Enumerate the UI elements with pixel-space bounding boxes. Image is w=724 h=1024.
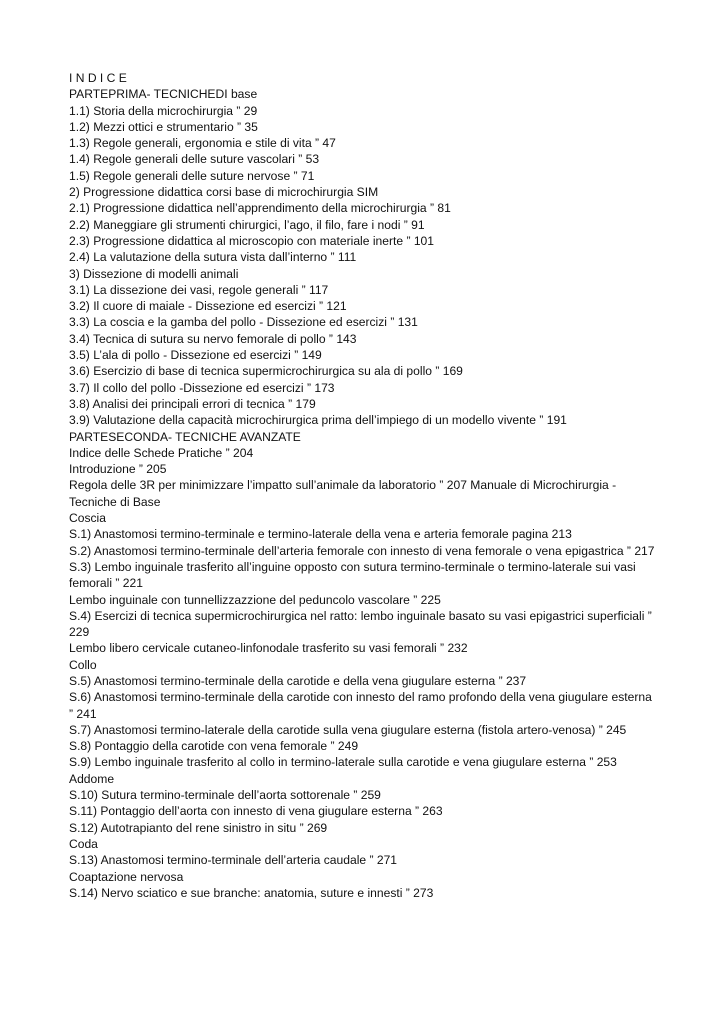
toc-entry: 1.2) Mezzi ottici e strumentario ” 35: [69, 119, 258, 134]
toc-entry: S.5) Anastomosi termino-terminale della carotide e della vena giugulare esterna ” 237: [69, 673, 527, 688]
toc-entry: 1.5) Regole generali delle suture nervose ” 71: [69, 168, 315, 183]
toc-entry: S.11) Pontaggio dell’aorta con innesto di vena giugulare esterna ” 263: [69, 804, 443, 819]
toc-section-heading: Coaptazione nervosa: [69, 869, 184, 884]
toc-entry: S.1) Anastomosi termino-terminale e termino-laterale della vena e arteria femorale pagina 213: [69, 527, 572, 542]
toc-entry: Introduzione ” 205: [69, 462, 167, 477]
toc-entry: Lembo inguinale con tunnellizzazzione del peduncolo vascolare ” 225: [69, 592, 441, 607]
toc-entry: S.9) Lembo inguinale trasferito al collo in termino-laterale sulla carotide e vena giugulare esterna ” 253: [69, 755, 617, 770]
toc-entry: 1.3) Regole generali, ergonomia e stile di vita ” 47: [69, 136, 336, 151]
toc-entry: S.3) Lembo inguinale trasferito all’inguine opposto con sutura termino-terminale o termino-laterale sui vasi femorali ” 221: [69, 559, 636, 591]
toc-entry: S.8) Pontaggio della carotide con vena femorale ” 249: [69, 739, 359, 754]
toc-entry: 3.3) La coscia e la gamba del pollo - Dissezione ed esercizi ” 131: [69, 315, 418, 330]
table-of-contents: [69, 70, 659, 901]
toc-entry: S.13) Anastomosi termino-terminale dell’arteria caudale ” 271: [69, 853, 398, 868]
toc-section-heading: Coda: [69, 836, 98, 851]
toc-section-heading: 2) Progressione didattica corsi base di microchirurgia SIM: [69, 185, 379, 200]
toc-entry: 2.4) La valutazione della sutura vista dall’interno ” 111: [69, 250, 357, 265]
toc-entry: 3.4) Tecnica di sutura su nervo femorale di pollo ” 143: [69, 331, 357, 346]
toc-entry: S.14) Nervo sciatico e sue branche: anatomia, suture e innesti ” 273: [69, 885, 434, 900]
toc-entry: Indice delle Schede Pratiche ” 204: [69, 445, 254, 460]
toc-entry: 3.5) L’ala di pollo - Dissezione ed esercizi ” 149: [69, 348, 322, 363]
toc-entry: 3.7) Il collo del pollo -Dissezione ed esercizi ” 173: [69, 380, 335, 395]
toc-entry: S.6) Anastomosi termino-terminale della carotide con innesto del ramo profondo della vena giugulare esterna ” 241: [69, 690, 652, 721]
toc-entry: S.4) Esercizi di tecnica supermicrochirurgica nel ratto: lembo inguinale basato su vasi epigastrici superficiali ” 229: [69, 608, 652, 640]
toc-entry: 2.2) Maneggiare gli strumenti chirurgici, l’ago, il filo, fare i nodi ” 91: [69, 217, 425, 232]
toc-entry: S.12) Autotrapianto del rene sinistro in situ ” 269: [69, 820, 328, 835]
toc-entry: 3.9) Valutazione della capacità microchirurgica prima dell’impiego di un modello vivente ” 191: [69, 413, 567, 428]
toc-entry: 2.3) Progressione didattica al microscopio con materiale inerte ” 101: [69, 233, 435, 248]
toc-entry: S.7) Anastomosi termino-laterale della carotide sulla vena giugulare esterna (fistola artero-venosa) ” 245: [69, 722, 627, 737]
toc-entry: 3.8) Analisi dei principali errori di tecnica ” 179: [69, 396, 316, 411]
toc-entry: S.2) Anastomosi termino-terminale dell’arteria femorale con innesto di vena femorale o vena epigastrica ” 217: [69, 543, 655, 558]
part-one-heading: PARTEPRIMA- TECNICHEDI base: [69, 87, 258, 102]
toc-section-heading: 3) Dissezione di modelli animali: [69, 266, 239, 281]
toc-entry: 1.1) Storia della microchirurgia ” 29: [69, 103, 258, 118]
toc-entry: Lembo libero cervicale cutaneo-linfonodale trasferito su vasi femorali ” 232: [69, 641, 468, 656]
toc-entry: 3.2) Il cuore di maiale - Dissezione ed esercizi ” 121: [69, 299, 347, 314]
toc-section-heading: Addome: [69, 771, 115, 786]
toc-heading: I N D I C E: [69, 71, 127, 85]
toc-entry: 2.1) Progressione didattica nell’apprendimento della microchirurgia ” 81: [69, 201, 451, 216]
toc-entry: 3.6) Esercizio di base di tecnica supermicrochirurgica su ala di pollo ” 169: [69, 364, 463, 379]
toc-section-heading: Collo: [69, 657, 97, 672]
toc-entry: 3.1) La dissezione dei vasi, regole generali ” 117: [69, 282, 329, 297]
toc-entry: Regola delle 3R per minimizzare l’impatto sull’animale da laboratorio ” 207 Manuale di Microchirurgia - Tecniche di Base: [69, 478, 617, 509]
toc-entry: 1.4) Regole generali delle suture vascolari ” 53: [69, 152, 320, 167]
part-two-heading: PARTESECONDA- TECNICHE AVANZATE: [69, 429, 301, 444]
toc-section-heading: Coscia: [69, 511, 106, 526]
toc-entry: S.10) Sutura termino-terminale dell’aorta sottorenale ” 259: [69, 788, 381, 803]
